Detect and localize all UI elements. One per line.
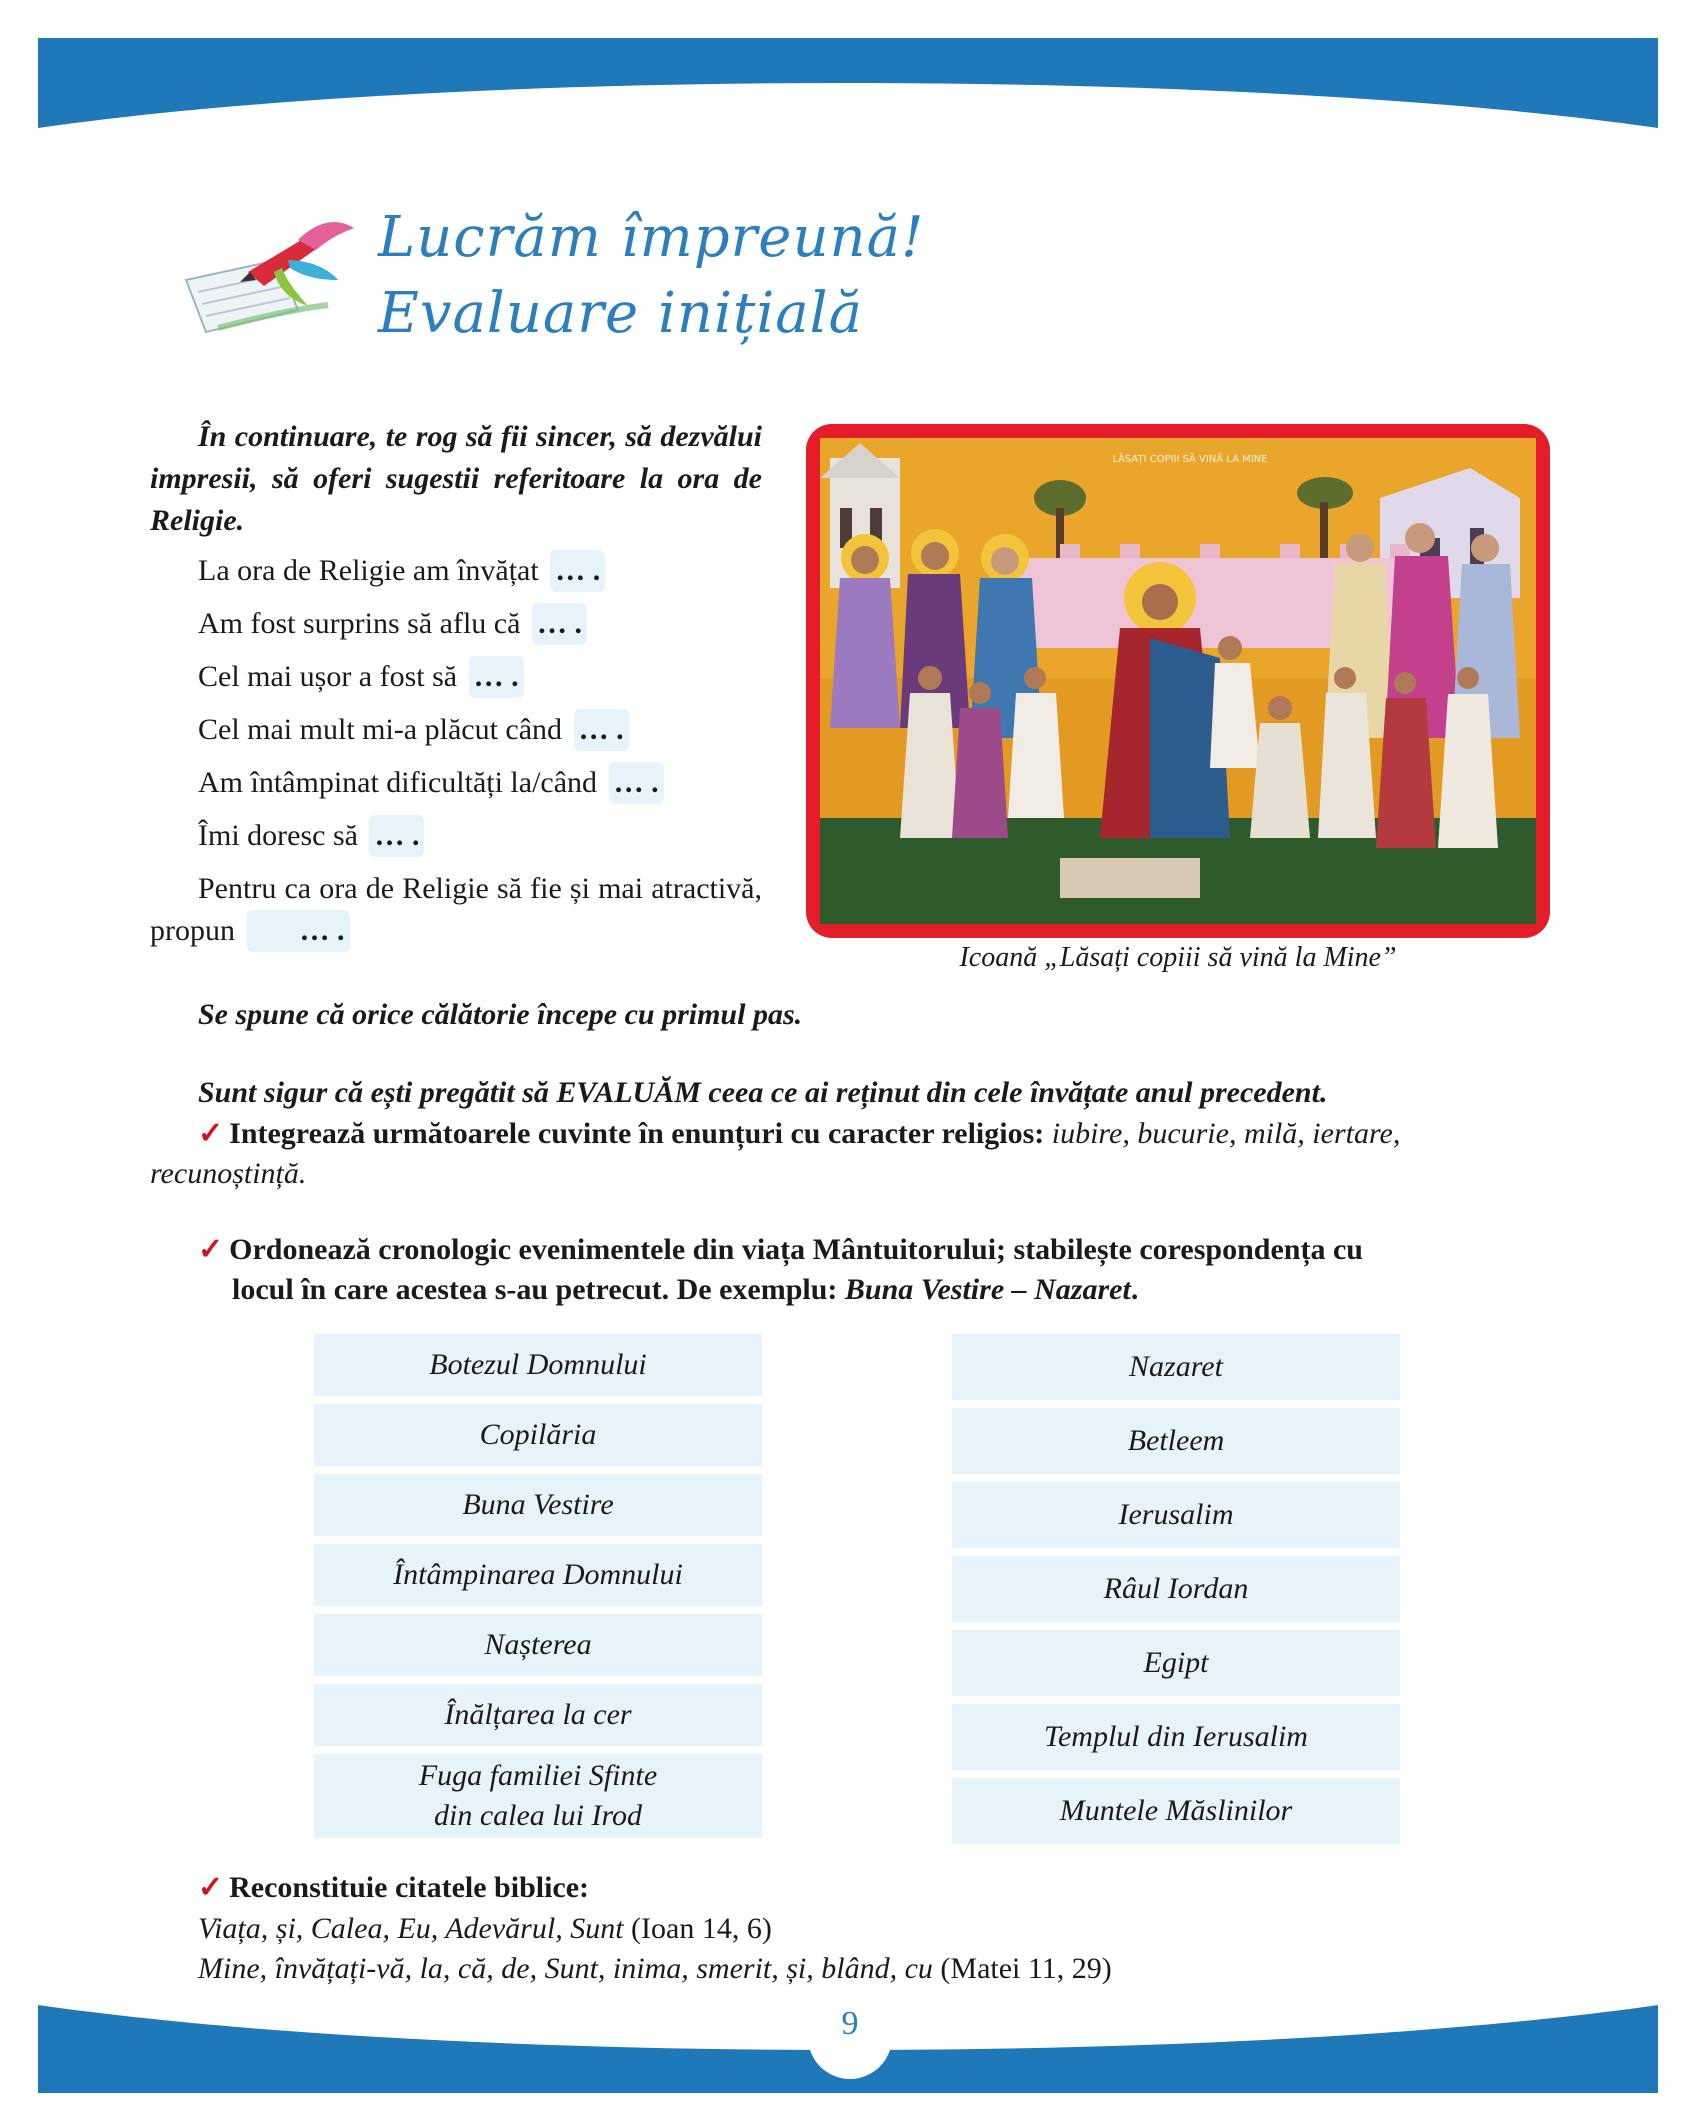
checkmark-icon: ✓ bbox=[198, 1871, 224, 1904]
task2-instruction-2: locul în care acestea s-au petrecut. De exemplu: bbox=[232, 1273, 838, 1306]
intro-lead: În continuare, te rog să fii sincer, să dezvălui impresii, să oferi sugestii referitoare la ora de Religie. bbox=[150, 420, 762, 537]
reflection-prompts bbox=[150, 416, 762, 952]
place-cell[interactable]: Muntele Măslinilor bbox=[952, 1778, 1400, 1844]
top-decorative-band bbox=[38, 38, 1658, 128]
blank-field: … . bbox=[609, 762, 664, 804]
verse-2: Mine, învățați-vă, la, că, de, Sunt, inima, smerit, și, blând, cu (Matei 11, 29) bbox=[198, 1952, 1112, 1985]
prompt-line: Am întâmpinat dificultăți la/când … . bbox=[198, 762, 762, 804]
proverb-text: Se spune că orice călătorie începe cu primul pas. bbox=[198, 998, 803, 1031]
event-cell[interactable]: Fuga familiei Sfinte din calea lui Irod bbox=[314, 1754, 762, 1838]
writing-pen-icon bbox=[178, 210, 358, 340]
checkmark-icon: ✓ bbox=[198, 1233, 224, 1266]
prompt-line: Cel mai mult mi-a plăcut când … . bbox=[198, 709, 762, 751]
task-reconstruct-verses bbox=[198, 1868, 1598, 1908]
place-cell[interactable]: Egipt bbox=[952, 1630, 1400, 1696]
event-cell[interactable]: Nașterea bbox=[314, 1614, 762, 1676]
place-cell[interactable]: Nazaret bbox=[952, 1334, 1400, 1400]
title-line-1: Lucrăm împreună! bbox=[378, 205, 925, 270]
task1-words: iubire, bucurie, milă, iertare, bbox=[1051, 1117, 1401, 1150]
verse-1: Viața, și, Calea, Eu, Adevărul, Sunt (Ioan 14, 6) bbox=[198, 1912, 772, 1945]
prompt-line-last: Pentru ca ora de Religie să fie și mai atractivă, propun … . bbox=[150, 868, 762, 952]
task-order-events: ✓ Ordonează cronologic evenimentele din viața Mântuitorului; stabilește corespondența cu locul în care acestea s-au petrecut. De exemplu: Buna Vestire – Nazaret. bbox=[198, 1233, 1363, 1306]
blank-field: … . bbox=[550, 550, 605, 592]
assessment-intro: Sunt sigur că ești pregătit să EVALUĂM ceea ce ai reținut din cele învățate anul precedent. bbox=[198, 1076, 1328, 1109]
event-cell[interactable]: Copilăria bbox=[314, 1404, 762, 1466]
blank-field: … . bbox=[532, 603, 587, 645]
task-integrate-words bbox=[150, 1114, 1550, 1194]
task1-words-cont: recunoștință. bbox=[150, 1157, 307, 1190]
event-cell[interactable]: Înălțarea la cer bbox=[314, 1684, 762, 1746]
task1-instruction: Integrează următoarele cuvinte în enunțuri cu caracter religios: bbox=[229, 1117, 1045, 1150]
prompt-line: Cel mai ușor a fost să … . bbox=[198, 656, 762, 698]
page-title bbox=[378, 200, 924, 352]
blank-field: … . bbox=[469, 656, 524, 698]
checkmark-icon: ✓ bbox=[198, 1117, 224, 1150]
task2-example: Buna Vestire – Nazaret bbox=[844, 1273, 1131, 1306]
prompt-line: La ora de Religie am învățat … . bbox=[198, 550, 762, 592]
icon-image-frame bbox=[806, 424, 1550, 938]
event-cell[interactable]: Buna Vestire bbox=[314, 1474, 762, 1536]
task3-instruction: Reconstituie citatele biblice: bbox=[229, 1871, 590, 1904]
events-column bbox=[314, 1334, 762, 1846]
blank-field: … . bbox=[247, 910, 350, 952]
places-column bbox=[952, 1334, 1400, 1852]
prompt-line: Am fost surprins să aflu că … . bbox=[198, 603, 762, 645]
prompt-line: Îmi doresc să … . bbox=[198, 815, 762, 857]
place-cell[interactable]: Ierusalim bbox=[952, 1482, 1400, 1548]
event-cell[interactable]: Botezul Domnului bbox=[314, 1334, 762, 1396]
icon-christ-with-children-image bbox=[820, 438, 1536, 924]
place-cell[interactable]: Betleem bbox=[952, 1408, 1400, 1474]
place-cell[interactable]: Râul Iordan bbox=[952, 1556, 1400, 1622]
place-cell[interactable]: Templul din Ierusalim bbox=[952, 1704, 1400, 1770]
page-number: 9 bbox=[808, 1995, 892, 2079]
title-line-2: Evaluare inițială bbox=[378, 281, 863, 346]
icon-inscription: LĂSAȚI COPIII SĂ VINĂ LA MINE bbox=[1112, 454, 1268, 465]
image-caption: Icoană „Lăsați copiii să vină la Mine” bbox=[959, 942, 1397, 973]
event-cell[interactable]: Întâmpinarea Domnului bbox=[314, 1544, 762, 1606]
blank-field: … . bbox=[369, 815, 424, 857]
task2-instruction-1: Ordonează cronologic evenimentele din viața Mântuitorului; stabilește corespondența cu bbox=[229, 1233, 1363, 1266]
blank-field: … . bbox=[574, 709, 629, 751]
